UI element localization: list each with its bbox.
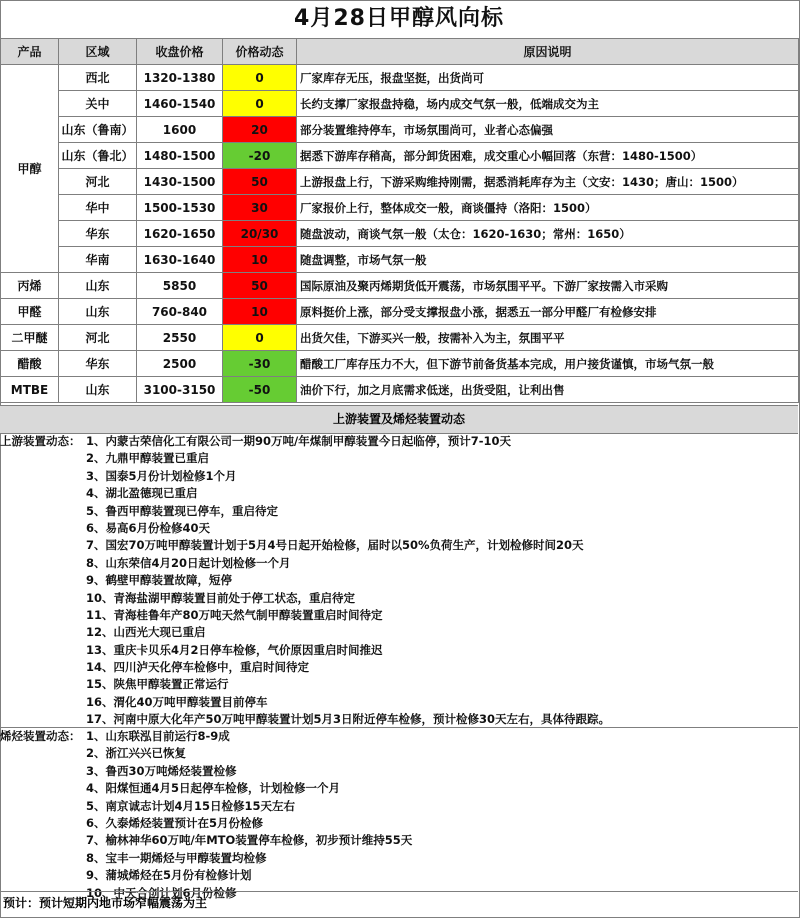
list-item: [0, 503, 798, 520]
list-item-text: 6、久泰烯烃装置预计在5月份检修: [86, 815, 264, 830]
change-cell: 10: [223, 299, 297, 325]
change-cell: 0: [223, 325, 297, 351]
table-row: [1, 195, 799, 221]
reason-cell: 油价下行，加之月底需求低迷，出货受阻，让利出售: [297, 377, 799, 403]
list-item: [0, 485, 798, 502]
list-item-text: 6、易高6月份检修40天: [86, 520, 211, 535]
price-cell: 1320-1380: [137, 65, 223, 91]
table-row: [1, 65, 799, 91]
change-cell: -50: [223, 377, 297, 403]
table-row: [1, 247, 799, 273]
table-row: [1, 351, 799, 377]
region-cell: 山东: [59, 299, 137, 325]
list-item-text: 9、鹤壁甲醇装置故障，短停: [86, 573, 233, 588]
region-cell: 西北: [59, 65, 137, 91]
change-cell: 0: [223, 91, 297, 117]
list-item-text: 4、湖北盈德现已重启: [86, 486, 198, 501]
list-item-text: 14、四川泸天化停车检修中，重启时间待定: [86, 660, 310, 675]
table-row: [1, 299, 799, 325]
table-row: [1, 221, 799, 247]
list-item: [0, 555, 798, 572]
list-item-text: 8、山东荣信4月20日起计划检修一个月: [86, 555, 291, 570]
table-row: [1, 325, 799, 351]
list-item-text: 1、山东联泓目前运行8-9成: [86, 729, 230, 743]
price-cell: 2550: [137, 325, 223, 351]
list-item: [0, 850, 798, 867]
price-cell: 1630-1640: [137, 247, 223, 273]
region-cell: 山东: [59, 273, 137, 299]
price-cell: 5850: [137, 273, 223, 299]
reason-cell: 长约支撑厂家报盘持稳，场内成交气氛一般，低端成交为主: [297, 91, 799, 117]
olefin-list: [0, 728, 798, 902]
region-cell: 华南: [59, 247, 137, 273]
list-item: [0, 537, 798, 554]
list-item: [0, 659, 798, 676]
change-cell: 0: [223, 65, 297, 91]
list-item-text: 3、鲁西30万吨烯烃装置检修: [86, 763, 237, 778]
list-item: [0, 745, 798, 762]
forecast-note: 预计：预计短期内地市场窄幅震荡为主: [3, 896, 208, 910]
change-cell: 20: [223, 117, 297, 143]
list-item: [0, 694, 798, 711]
reason-cell: 醋酸工厂库存压力不大，但下游节前备货基本完成，用户接货谨慎，市场气氛一般: [297, 351, 799, 377]
reason-cell: 出货欠佳，下游买兴一般，按需补入为主，氛围平平: [297, 325, 799, 351]
list-item-text: 7、榆林神华60万吨/年MTO装置停车检修，初步预计维持55天: [86, 833, 413, 848]
list-item-text: 10、青海盐湖甲醇装置目前处于停工状态，重启待定: [86, 590, 356, 605]
region-cell: 山东: [59, 377, 137, 403]
list-item-text: 1、内蒙古荣信化工有限公司一期90万吨/年煤制甲醇装置今日起临停，预计7-10天: [86, 434, 511, 448]
price-cell: 760-840: [137, 299, 223, 325]
list-item: [0, 520, 798, 537]
region-cell: 关中: [59, 91, 137, 117]
price-cell: 1620-1650: [137, 221, 223, 247]
list-item: [0, 676, 798, 693]
change-cell: -20: [223, 143, 297, 169]
region-cell: 华东: [59, 221, 137, 247]
list-item-text: 5、南京诚志计划4月15日检修15天左右: [86, 798, 296, 813]
upstream-section-title: 上游装置及烯烃装置动态: [0, 405, 798, 434]
reason-cell: 随盘调整，市场气氛一般: [297, 247, 799, 273]
price-table: [0, 38, 799, 403]
reason-cell: 部分装置维持停车，市场氛围尚可，业者心态偏强: [297, 117, 799, 143]
reason-cell: 国际原油及聚丙烯期货低开震荡，市场氛围平平。下游厂家按需入市采购: [297, 273, 799, 299]
product-cell: 二甲醚: [1, 325, 59, 351]
list-label: 烯烃装置动态：: [0, 729, 81, 743]
list-item: [0, 450, 798, 467]
price-cell: 1480-1500: [137, 143, 223, 169]
header-reason: 原因说明: [297, 39, 799, 65]
header-change: 价格动态: [223, 39, 297, 65]
list-item-text: 8、宝丰一期烯烃与甲醇装置均检修: [86, 850, 267, 865]
price-cell: 1500-1530: [137, 195, 223, 221]
list-item-text: 13、重庆卡贝乐4月2日停车检修，气价原因重启时间推迟: [86, 642, 383, 657]
list-item-text: 11、青海桂鲁年产80万吨天然气制甲醇装置重启时间待定: [86, 607, 383, 622]
header-product: 产品: [1, 39, 59, 65]
product-cell: 醋酸: [1, 351, 59, 377]
list-item-text: 9、蒲城烯烃在5月份有检修计划: [86, 868, 252, 883]
list-item: [0, 433, 798, 450]
price-cell: 1460-1540: [137, 91, 223, 117]
list-item: [0, 780, 798, 797]
list-item: [0, 763, 798, 780]
header-price: 收盘价格: [137, 39, 223, 65]
table-row: [1, 377, 799, 403]
list-item: [0, 642, 798, 659]
region-cell: 华东: [59, 351, 137, 377]
table-row: [1, 117, 799, 143]
change-cell: -30: [223, 351, 297, 377]
list-item: [0, 798, 798, 815]
upstream-list: [0, 433, 798, 729]
list-item-text: 3、国泰5月份计划检修1个月: [86, 468, 237, 483]
page-title: 4月28日甲醇风向标: [0, 0, 798, 39]
price-cell: 2500: [137, 351, 223, 377]
header-region: 区域: [59, 39, 137, 65]
product-cell: 甲醇: [1, 65, 59, 273]
price-cell: 3100-3150: [137, 377, 223, 403]
reason-cell: 厂家报价上行，整体成交一般，商谈僵持（洛阳：1500）: [297, 195, 799, 221]
list-item: [0, 468, 798, 485]
change-cell: 20/30: [223, 221, 297, 247]
change-cell: 30: [223, 195, 297, 221]
price-cell: 1430-1500: [137, 169, 223, 195]
reason-cell: 厂家库存无压，报盘坚挺，出货尚可: [297, 65, 799, 91]
list-item: [0, 867, 798, 884]
table-header-row: [1, 39, 799, 65]
list-item-text: 2、九鼎甲醇装置已重启: [86, 451, 210, 466]
table-row: [1, 169, 799, 195]
list-item-text: 17、河南中原大化年产50万吨甲醇装置计划5月3日附近停车检修，预计检修30天左右，具体待跟踪。: [86, 712, 611, 727]
list-item: [0, 590, 798, 607]
region-cell: 山东（鲁北）: [59, 143, 137, 169]
list-item-text: 15、陕焦甲醇装置正常运行: [86, 677, 229, 692]
list-item-text: 12、山西光大现已重启: [86, 625, 206, 640]
table-row: [1, 143, 799, 169]
region-cell: 河北: [59, 169, 137, 195]
product-cell: 丙烯: [1, 273, 59, 299]
list-item-text: 4、阳煤恒通4月5日起停车检修，计划检修一个月: [86, 781, 341, 796]
change-cell: 50: [223, 169, 297, 195]
region-cell: 河北: [59, 325, 137, 351]
list-item: [0, 815, 798, 832]
list-item-text: 5、鲁西甲醇装置现已停车，重启待定: [86, 503, 278, 518]
list-item: [0, 728, 798, 745]
list-item-text: 10、中天合创计划6月份检修: [86, 885, 237, 900]
change-cell: 50: [223, 273, 297, 299]
table-row: [1, 91, 799, 117]
list-item: [0, 572, 798, 589]
list-item-text: 16、渭化40万吨甲醇装置目前停车: [86, 694, 268, 709]
list-item-text: 7、国宏70万吨甲醇装置计划于5月4号日起开始检修，届时以50%负荷生产，计划检修时间20天: [86, 538, 584, 553]
reason-cell: 随盘波动，商谈气氛一般（太仓：1620-1630；常州：1650）: [297, 221, 799, 247]
list-item: [0, 607, 798, 624]
list-label: 上游装置动态：: [0, 434, 81, 448]
list-item-text: 2、浙江兴兴已恢复: [86, 746, 187, 761]
region-cell: 山东（鲁南）: [59, 117, 137, 143]
product-cell: MTBE: [1, 377, 59, 403]
region-cell: 华中: [59, 195, 137, 221]
product-cell: 甲醛: [1, 299, 59, 325]
table-row: [1, 273, 799, 299]
reason-cell: 据悉下游库存稍高，部分卸货困难，成交重心小幅回落（东营：1480-1500）: [297, 143, 799, 169]
price-cell: 1600: [137, 117, 223, 143]
reason-cell: 上游报盘上行，下游采购维持刚需，据悉消耗库存为主（文安：1430；唐山：1500）: [297, 169, 799, 195]
list-item: [0, 624, 798, 641]
change-cell: 10: [223, 247, 297, 273]
reason-cell: 原料挺价上涨，部分受支撑报盘小涨，据悉五一部分甲醛厂有检修安排: [297, 299, 799, 325]
list-item: [0, 832, 798, 849]
